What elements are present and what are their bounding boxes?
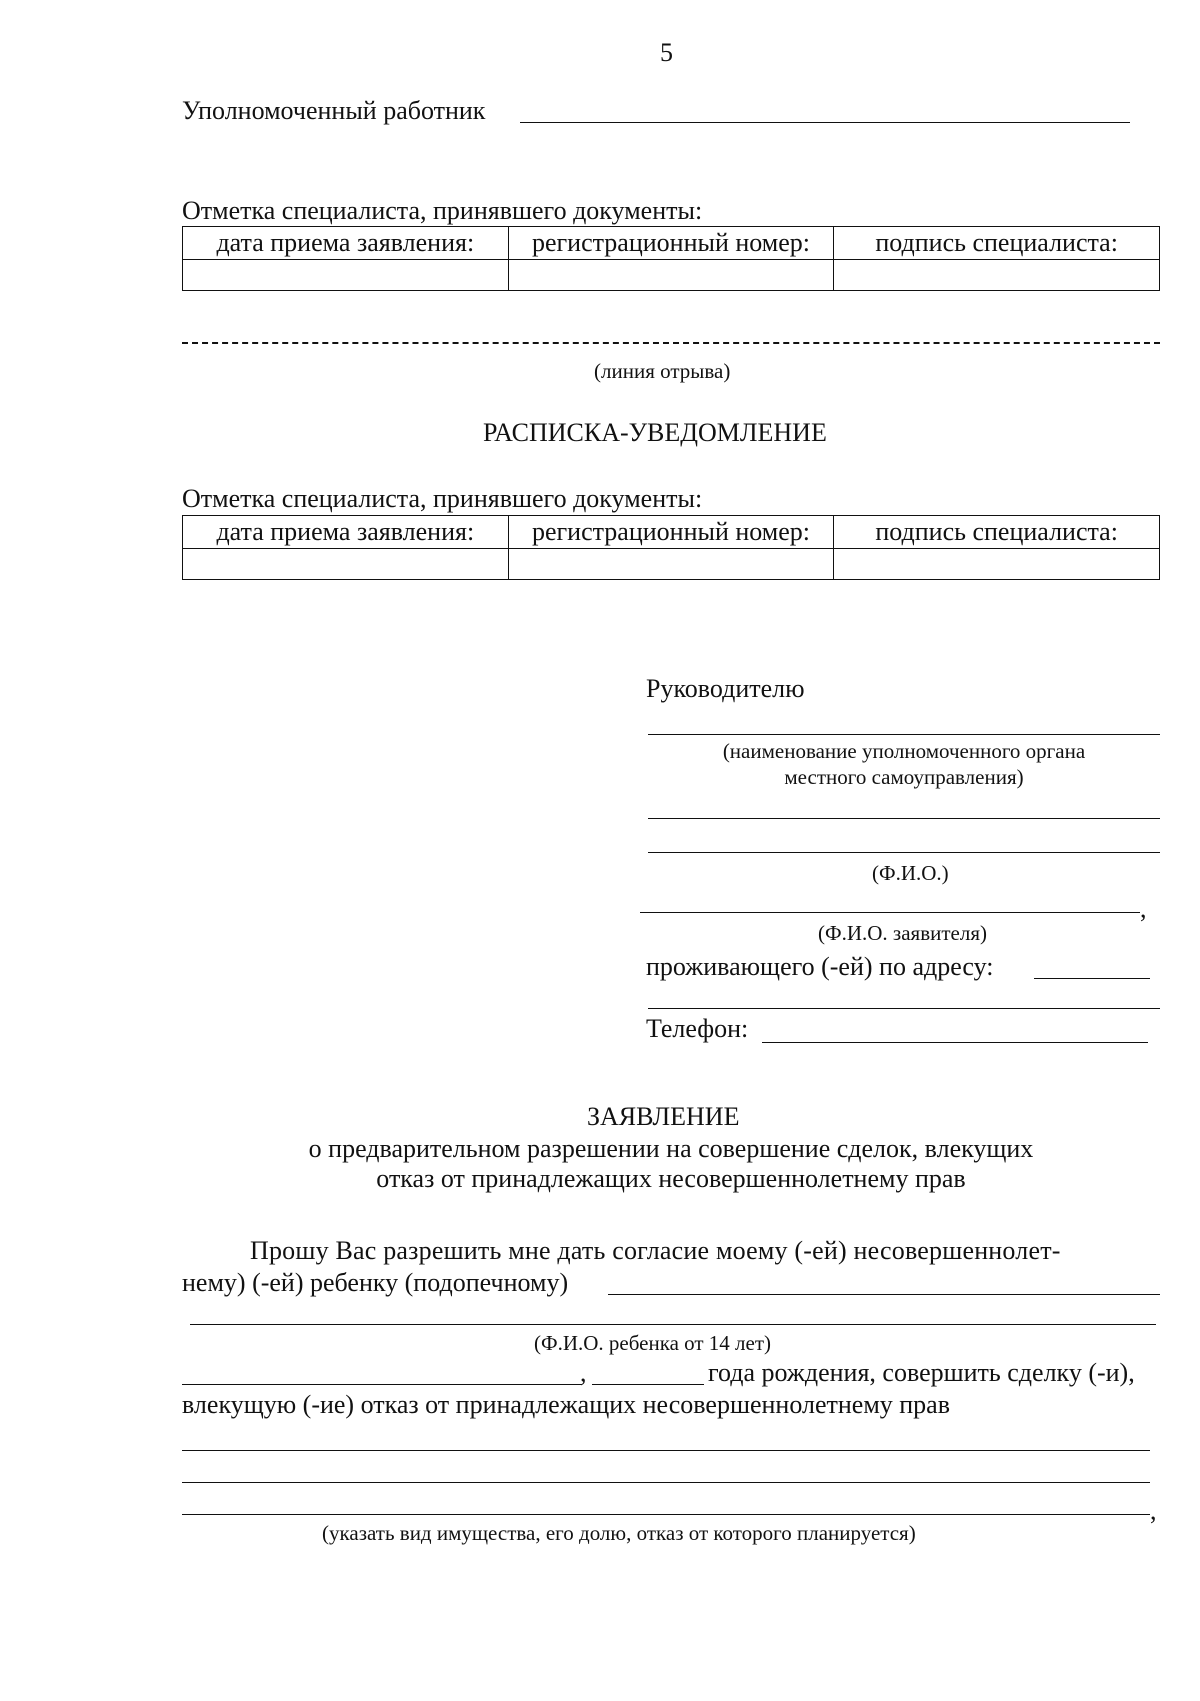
property-comma: , xyxy=(1150,1496,1157,1525)
registration-table xyxy=(182,226,1160,291)
request-line-2: нему) (-ей) ребенку (подопечному) xyxy=(182,1268,569,1297)
receipt-reg-number-cell[interactable] xyxy=(508,549,834,580)
page-number: 5 xyxy=(660,38,673,67)
specialist-mark-caption: Отметка специалиста, принявшего документы: xyxy=(182,196,703,225)
receipt-date-cell[interactable] xyxy=(183,549,509,580)
entailing-text: влекущую (-ие) отказ от принадлежащих несовершеннолетнему прав xyxy=(182,1390,951,1419)
receipt-caption: Отметка специалиста, принявшего документы: xyxy=(182,484,703,513)
application-subtitle-line-2: отказ от принадлежащих несовершеннолетнему прав xyxy=(376,1164,966,1193)
head-fio-line-1[interactable] xyxy=(648,818,1160,819)
date-received-cell[interactable] xyxy=(183,260,509,291)
property-line-3[interactable] xyxy=(182,1514,1150,1515)
reg-number-cell[interactable] xyxy=(508,260,834,291)
birth-year-line[interactable] xyxy=(592,1384,704,1385)
reg-number-header: регистрационный номер: xyxy=(508,227,834,260)
org-hint xyxy=(648,738,1160,790)
address-line-2[interactable] xyxy=(648,1008,1160,1009)
signature-cell[interactable] xyxy=(834,260,1160,291)
addressee-to: Руководителю xyxy=(646,674,805,703)
child-fio-line-1[interactable] xyxy=(608,1294,1160,1295)
tear-line-label: (линия отрыва) xyxy=(594,359,731,383)
receipt-date-header: дата приема заявления: xyxy=(183,516,509,549)
tear-line xyxy=(182,342,1160,344)
child-fio-hint: (Ф.И.О. ребенка от 14 лет) xyxy=(534,1331,772,1355)
org-name-line[interactable] xyxy=(648,734,1160,735)
applicant-fio-hint: (Ф.И.О. заявителя) xyxy=(818,921,987,945)
birth-text: года рождения, совершить сделку (-и), xyxy=(708,1358,1135,1387)
address-line-1[interactable] xyxy=(1034,978,1150,979)
authorized-worker-label: Уполномоченный работник xyxy=(182,96,486,125)
phone-line[interactable] xyxy=(762,1042,1148,1043)
address-label: проживающего (-ей) по адресу: xyxy=(646,952,994,981)
phone-label: Телефон: xyxy=(646,1014,749,1043)
head-fio-line-2[interactable] xyxy=(648,852,1160,853)
receipt-reg-number-header: регистрационный номер: xyxy=(508,516,834,549)
org-hint-line-2: местного самоуправления) xyxy=(784,765,1024,789)
receipt-table xyxy=(182,515,1160,580)
application-subtitle xyxy=(182,1134,1160,1194)
date-received-header: дата приема заявления: xyxy=(183,227,509,260)
property-hint: (указать вид имущества, его долю, отказ от которого планируется) xyxy=(322,1521,916,1545)
property-line-1[interactable] xyxy=(182,1450,1150,1451)
receipt-signature-cell[interactable] xyxy=(834,549,1160,580)
child-fio-line-2[interactable] xyxy=(190,1324,1156,1325)
child-extra-line[interactable] xyxy=(182,1384,582,1385)
receipt-signature-header: подпись специалиста: xyxy=(834,516,1160,549)
request-line-1: Прошу Вас разрешить мне дать согласие моему (-ей) несовершеннолет- xyxy=(250,1236,1061,1265)
applicant-fio-line[interactable] xyxy=(640,912,1140,913)
head-fio-hint: (Ф.И.О.) xyxy=(872,861,949,885)
application-subtitle-line-1: о предварительном разрешении на совершение сделок, влекущих xyxy=(308,1134,1034,1163)
org-hint-line-1: (наименование уполномоченного органа xyxy=(722,739,1086,763)
child-extra-comma: , xyxy=(580,1358,587,1387)
authorized-worker-line[interactable] xyxy=(520,122,1130,123)
application-title: ЗАЯВЛЕНИЕ xyxy=(587,1102,740,1131)
signature-header: подпись специалиста: xyxy=(834,227,1160,260)
property-line-2[interactable] xyxy=(182,1482,1150,1483)
applicant-fio-comma: , xyxy=(1140,894,1147,923)
receipt-title: РАСПИСКА-УВЕДОМЛЕНИЕ xyxy=(483,418,827,447)
